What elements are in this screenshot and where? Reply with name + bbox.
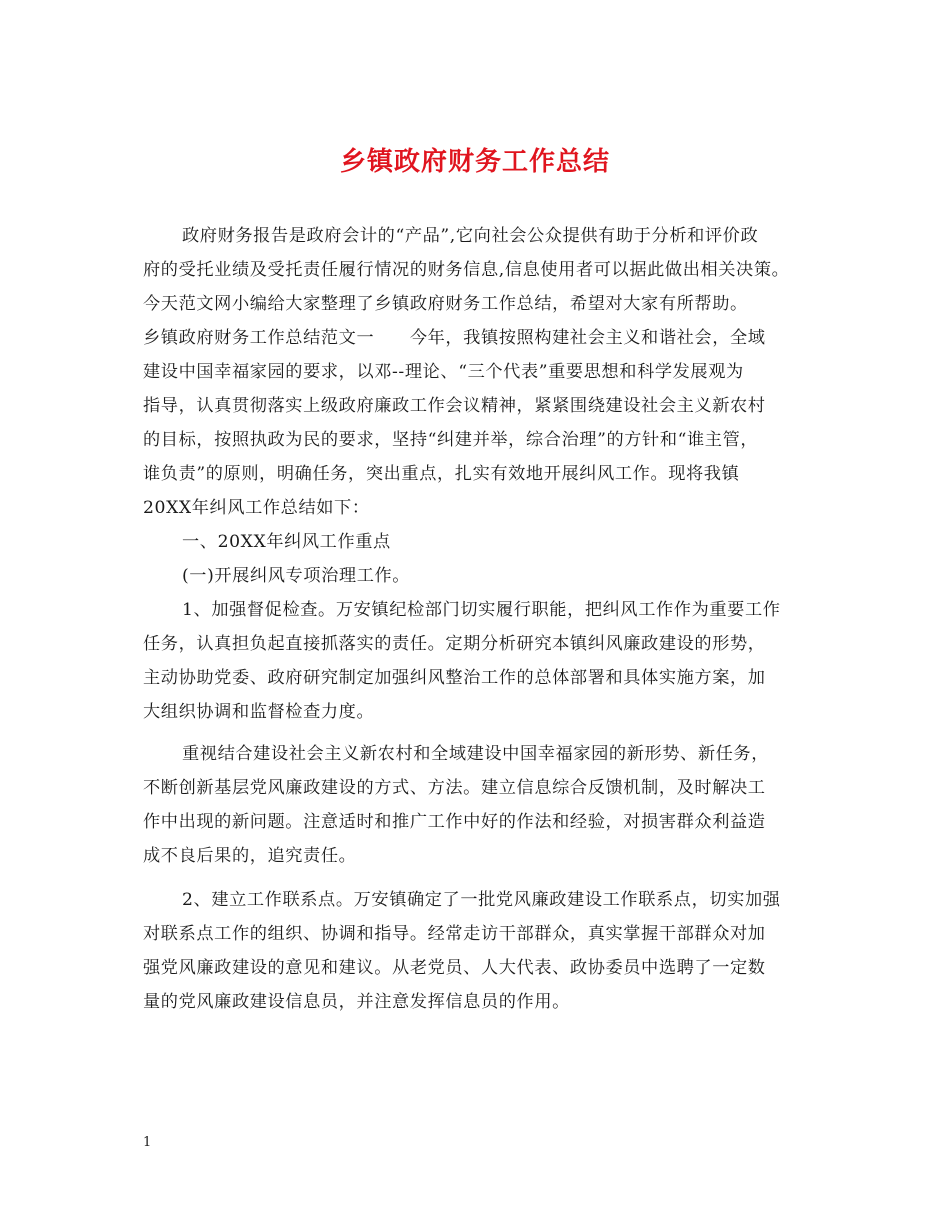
body-line: 谁负责”的原则，明确任务，突出重点，扎实有效地开展纠风工作。现将我镇 [143,464,740,484]
body-line: 重视结合建设社会主义新农村和全域建设中国幸福家园的新形势、新任务， [182,744,769,764]
page-number: 1 [143,1135,152,1150]
body-line: 的目标，按照执政为民的要求，坚持“纠建并举，综合治理”的方针和“谁主管， [143,430,759,450]
document-title: 乡镇政府财务工作总结 [339,147,610,177]
body-line: 2、建立工作联系点。万安镇确定了一批党风廉政建设工作联系点，切实加强 [182,890,781,910]
body-line: 乡镇政府财务工作总结范文一 今年，我镇按照构建社会主义和谐社会，全域 [143,328,766,348]
body-line: 政府财务报告是政府会计的“产品”,它向社会公众提供有助于分析和评价政 [182,226,759,246]
body-line: 主动协助党委、政府研究制定加强纠风整治工作的总体部署和具体实施方案，加 [143,668,766,688]
subsection-heading: (一)开展纠风专项治理工作。 [182,566,411,586]
body-line: 今天范文网小编给大家整理了乡镇政府财务工作总结，希望对大家有所帮助。 [143,294,748,314]
body-line: 府的受托业绩及受托责任履行情况的财务信息,信息使用者可以据此做出相关决策。 [143,260,790,280]
body-line: 不断创新基层党风廉政建设的方式、方法。建立信息综合反馈机制，及时解决工 [143,778,766,798]
body-line: 强党风廉政建设的意见和建议。从老党员、人大代表、政协委员中选聘了一定数 [143,958,766,978]
body-line: 建设中国幸福家园的要求，以邓--理论、“三个代表”重要思想和科学发展观为 [143,362,744,382]
body-line: 1、加强督促检查。万安镇纪检部门切实履行职能，把纠风工作作为重要工作 [182,600,781,620]
body-line: 指导，认真贯彻落实上级政府廉政工作会议精神，紧紧围绕建设社会主义新农村 [143,396,766,416]
body-line: 量的党风廉政建设信息员，并注意发挥信息员的作用。 [143,992,570,1012]
body-line: 大组织协调和监督检查力度。 [143,702,375,722]
body-line: 作中出现的新问题。注意适时和推广工作中好的作法和经验，对损害群众利益造 [143,812,766,832]
body-line: 对联系点工作的组织、协调和指导。经常走访干部群众，真实掌握干部群众对加 [143,924,766,944]
body-line: 成不良后果的，追究责任。 [143,846,357,866]
section-heading: 一、20XX年纠风工作重点 [182,532,391,552]
body-line: 20XX年纠风工作总结如下： [143,498,370,518]
body-line: 任务，认真担负起直接抓落实的责任。定期分析研究本镇纠风廉政建设的形势， [143,634,766,654]
